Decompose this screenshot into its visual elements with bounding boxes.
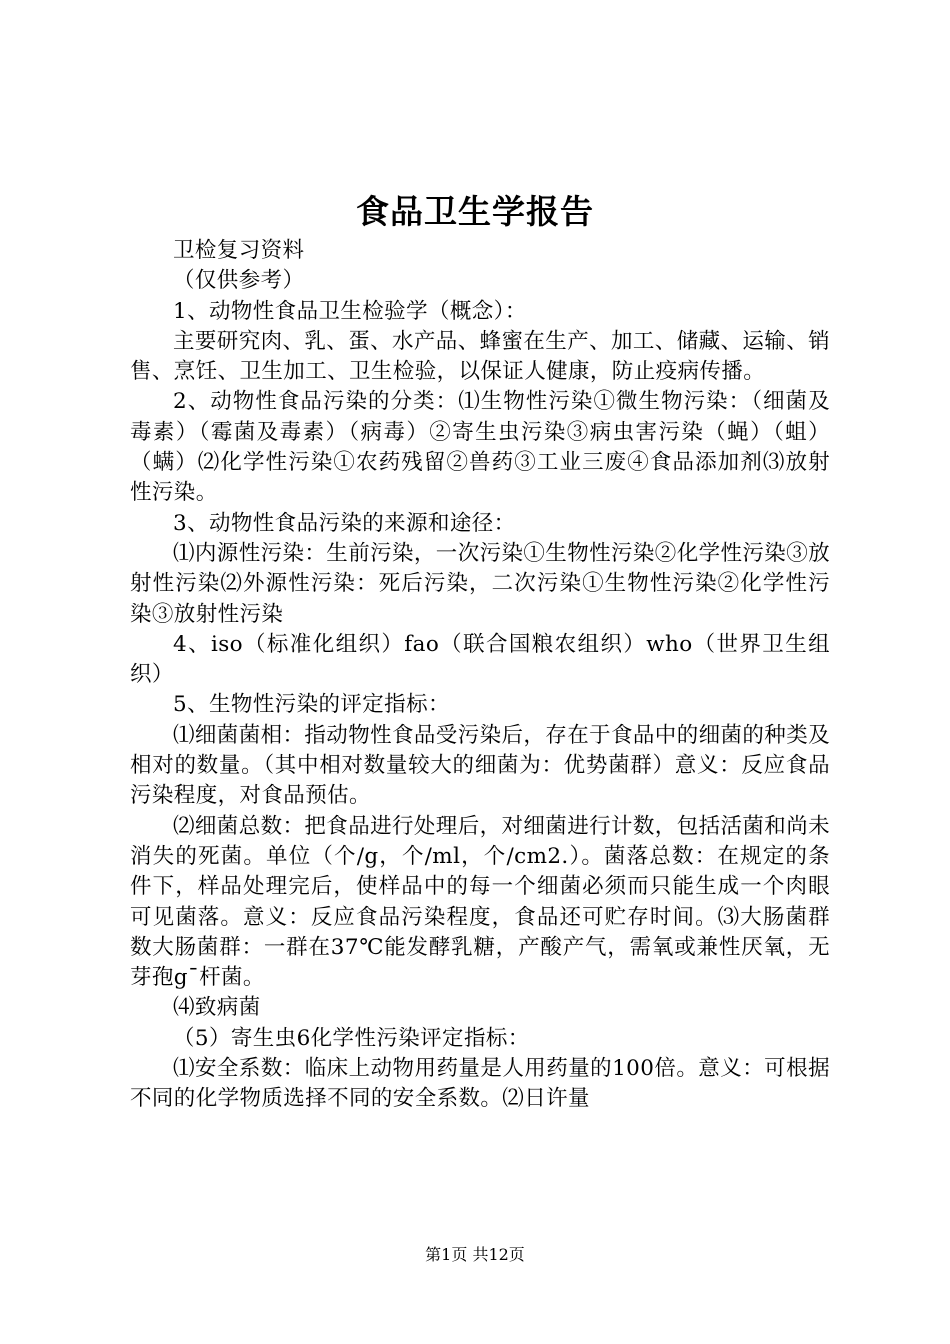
paragraph-section-3-heading: 3、动物性食品污染的来源和途径： (173, 510, 516, 536)
paragraph-section-4: 4、iso（标准化组织）fao（联合国粮农组织）who（世界卫生组织） (130, 631, 830, 688)
paragraph-section-5-heading: 5、生物性污染的评定指标： (173, 692, 450, 718)
paragraph-section-1-body: 主要研究肉、乳、蛋、水产品、蜂蜜在生产、加工、储藏、运输、销售、烹饪、卫生加工、卫生检验，以保证人健康，防止疫病传播。 (130, 328, 831, 385)
page-number-footer: 第1页 共12页 (425, 1245, 525, 1264)
paragraph-section-5-item-1: ⑴细菌菌相：指动物性食品受污染后，存在于食品中的细菌的种类及相对的数量。（其中相对数量较大的细菌为：优势菌群）意义：反应食品污染程度，对食品预估。 (130, 722, 831, 809)
paragraph-section-6-item-1: ⑴安全系数：临床上动物用药量是人用药量的100倍。意义：可根据不同的化学物质选择不同的安全系数。⑵日许量 (130, 1056, 830, 1112)
paragraph-section-2: 2、动物性食品污染的分类：⑴生物性污染①微生物污染：（细菌及毒素）（霉菌及毒素）（病毒）②寄生虫污染③病虫害污染（蝇）（蛆）（螨）⑵化学性污染①农药残留②兽药③工业三废④食品添加剂⑶放射性污染。 (130, 389, 830, 506)
paragraph-section-5-item-5: （5）寄生虫6化学性污染评定指标： (173, 1025, 530, 1051)
paragraph-section-5-item-2: ⑵细菌总数：把食品进行处理后，对细菌进行计数，包括活菌和尚未消失的死菌。单位（个/g，个/ml，个/cm2.）。菌落总数：在规定的条件下，样品处理完后，使样品中的每一个细菌必须而只能生成一个肉眼可见菌落。意义：反应食品污染程度，食品还可贮存时间。⑶大肠菌群数大肠菌群：一群在37℃能发酵乳糖，产酸产气，需氧或兼性厌氧，无芽孢g¯杆菌。 (130, 813, 831, 991)
paragraph-section-3-body: ⑴内源性污染：生前污染，一次污染①生物性污染②化学性污染③放射性污染⑵外源性污染：死后污染，二次污染①生物性污染②化学性污染③放射性污染 (130, 540, 831, 627)
document-body (130, 236, 830, 1115)
paragraph-section-1-heading: 1、动物性食品卫生检验学（概念）： (173, 298, 527, 324)
paragraph-section-5-item-4: ⑷致病菌 (173, 995, 261, 1021)
document-title: 食品卫生学报告 (356, 192, 594, 231)
paragraph-subtitle: 卫检复习资料 (173, 238, 305, 263)
paragraph-note: （仅供参考） (173, 268, 305, 294)
